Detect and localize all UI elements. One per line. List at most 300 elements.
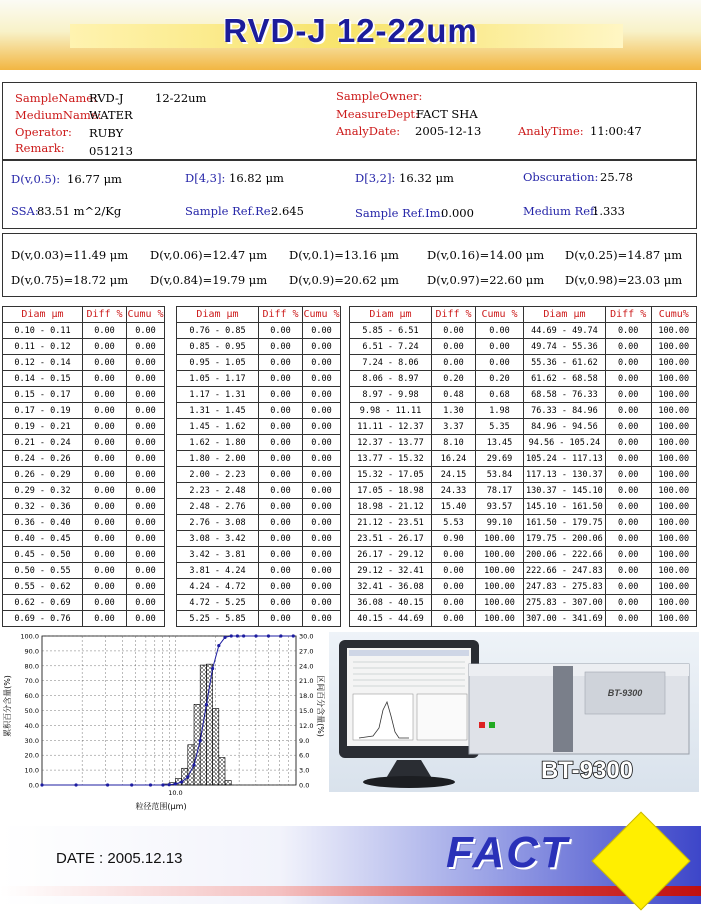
table-cell: 94.56 - 105.24 — [524, 435, 606, 451]
cumulative-point — [199, 739, 202, 742]
table-cell: 0.62 - 0.69 — [3, 595, 83, 611]
table-cell: 0.00 — [127, 579, 165, 595]
ref-im-label: Sample Ref.Im: — [355, 206, 445, 220]
table-cell: 0.00 — [83, 435, 127, 451]
table-cell: 0.00 — [303, 499, 341, 515]
table-cell: 1.05 - 1.17 — [177, 371, 259, 387]
table-cell: 1.31 - 1.45 — [177, 403, 259, 419]
table-row — [350, 355, 524, 371]
table-cell: 0.45 - 0.50 — [3, 547, 83, 563]
table-cell: 100.00 — [651, 547, 696, 563]
table-cell: 0.00 — [605, 435, 651, 451]
table-cell: 0.00 — [303, 483, 341, 499]
table-cell: 4.72 - 5.25 — [177, 595, 259, 611]
table-cell: 0.00 — [303, 435, 341, 451]
measure-dept-label: MeasureDept: — [336, 107, 419, 121]
table-row — [524, 435, 697, 451]
table-row — [177, 387, 341, 403]
table-cell: 222.66 - 247.83 — [524, 563, 606, 579]
table-cell: 0.00 — [83, 579, 127, 595]
table-row — [177, 419, 341, 435]
table-cell: 3.08 - 3.42 — [177, 531, 259, 547]
table-cell: 0.90 — [432, 531, 476, 547]
table-cell: 0.00 — [432, 547, 476, 563]
fact-logo: FACT — [446, 828, 569, 877]
table-row — [524, 371, 697, 387]
table-cell: 0.00 — [259, 563, 303, 579]
cumulative-point — [161, 783, 164, 786]
d43-value: 16.82 μm — [229, 171, 284, 185]
medium-ref-value: 1.333 — [592, 204, 625, 218]
y-left-tick-label: 20.0 — [24, 751, 39, 760]
table-cell: 0.00 — [259, 515, 303, 531]
table-row — [3, 435, 165, 451]
table-cell: 5.53 — [432, 515, 476, 531]
plot-frame — [42, 636, 296, 785]
table-cell: 0.21 - 0.24 — [3, 435, 83, 451]
table-cell: 100.00 — [651, 563, 696, 579]
table-cell: 0.68 — [476, 387, 524, 403]
table-cell: 100.00 — [476, 579, 524, 595]
table-cell: 5.25 - 5.85 — [177, 611, 259, 627]
table-cell: 0.29 - 0.32 — [3, 483, 83, 499]
table-cell: 0.76 - 0.85 — [177, 323, 259, 339]
cumulative-point — [192, 763, 195, 766]
table-cell: 0.00 — [303, 579, 341, 595]
y-right-tick-label: 21.0 — [299, 677, 314, 686]
table-cell: 0.00 — [83, 371, 127, 387]
table-cell: 53.84 — [476, 467, 524, 483]
table-row — [350, 531, 524, 547]
table-cell: 29.12 - 32.41 — [350, 563, 432, 579]
table-cell: 200.06 - 222.66 — [524, 547, 606, 563]
d32-value: 16.32 μm — [399, 171, 454, 185]
table-row — [177, 499, 341, 515]
table-header-cell: Cumu % — [127, 307, 165, 323]
table-cell: 1.45 - 1.62 — [177, 419, 259, 435]
table-cell: 3.37 — [432, 419, 476, 435]
table-row — [350, 547, 524, 563]
table-cell: 2.48 - 2.76 — [177, 499, 259, 515]
table-cell: 0.00 — [605, 595, 651, 611]
obscuration-label: Obscuration: — [523, 170, 599, 184]
y-left-tick-label: 40.0 — [24, 721, 39, 730]
table-cell: 5.85 - 6.51 — [350, 323, 432, 339]
table-cell: 0.00 — [127, 371, 165, 387]
table-cell: 100.00 — [476, 531, 524, 547]
table-cell: 68.58 - 76.33 — [524, 387, 606, 403]
table-cell: 0.00 — [432, 579, 476, 595]
table-cell: 0.00 — [127, 563, 165, 579]
table-cell: 0.69 - 0.76 — [3, 611, 83, 627]
table-cell: 0.00 — [259, 451, 303, 467]
table-cell: 0.00 — [127, 355, 165, 371]
table-cell: 17.05 - 18.98 — [350, 483, 432, 499]
table-row — [3, 419, 165, 435]
page-title: RVD-J 12-22um — [223, 12, 478, 49]
table-cell: 0.00 — [605, 419, 651, 435]
table-header-cell: Diam μm — [350, 307, 432, 323]
table-row — [3, 547, 165, 563]
cumulative-point — [40, 783, 43, 786]
sample-info-panel — [2, 82, 697, 160]
dvalue-item: D(v,0.75)=18.72 μm — [11, 273, 129, 287]
y-right-tick-label: 12.0 — [299, 721, 314, 730]
table-row — [350, 451, 524, 467]
table-row — [524, 387, 697, 403]
table-cell: 0.00 — [605, 355, 651, 371]
table-cell: 84.96 - 94.56 — [524, 419, 606, 435]
table-cell: 100.00 — [651, 387, 696, 403]
y-left-tick-label: 80.0 — [24, 662, 39, 671]
table-row — [177, 403, 341, 419]
footer-red-stripe — [0, 886, 701, 896]
table-row — [177, 563, 341, 579]
table-row — [524, 419, 697, 435]
table-cell: 100.00 — [476, 547, 524, 563]
statistics-panel — [2, 160, 697, 229]
y-left-tick-label: 30.0 — [24, 736, 39, 745]
table-row — [350, 515, 524, 531]
table-cell: 24.33 — [432, 483, 476, 499]
table-cell: 0.00 — [127, 547, 165, 563]
table-cell: 5.35 — [476, 419, 524, 435]
analy-date-label: AnalyDate: — [336, 124, 401, 138]
table-cell: 0.00 — [127, 419, 165, 435]
table-cell: 1.62 - 1.80 — [177, 435, 259, 451]
table-cell: 0.00 — [476, 355, 524, 371]
dvalue-item: D(v,0.03)=11.49 μm — [11, 248, 129, 262]
product-model-badge: BT-9300 — [540, 757, 634, 784]
table-row — [3, 515, 165, 531]
table-row — [524, 339, 697, 355]
dvalue-item: D(v,0.98)=23.03 μm — [565, 273, 683, 287]
cumulative-point — [211, 667, 214, 670]
table-cell: 0.00 — [259, 323, 303, 339]
table-cell: 15.32 - 17.05 — [350, 467, 432, 483]
d32-label: D[3,2]: — [355, 171, 396, 185]
table-cell: 0.00 — [83, 387, 127, 403]
table-cell: 0.00 — [127, 515, 165, 531]
table-cell: 0.00 — [303, 595, 341, 611]
table-cell: 0.00 — [83, 451, 127, 467]
chart-y-right-label: 区间百分含量(%) — [316, 675, 325, 737]
table-cell: 0.00 — [127, 467, 165, 483]
table-cell: 0.19 - 0.21 — [3, 419, 83, 435]
y-left-tick-label: 0.0 — [28, 781, 39, 790]
table-cell: 0.00 — [127, 435, 165, 451]
cumulative-point — [74, 783, 77, 786]
table-cell: 0.00 — [259, 339, 303, 355]
table-cell: 0.00 — [303, 387, 341, 403]
table-row — [177, 483, 341, 499]
table-cell: 0.00 — [303, 323, 341, 339]
table-cell: 0.00 — [605, 547, 651, 563]
table-header-cell: Diff % — [83, 307, 127, 323]
table-cell: 23.51 - 26.17 — [350, 531, 432, 547]
ref-re-value: 2.645 — [271, 204, 304, 218]
table-cell: 0.00 — [127, 499, 165, 515]
cumulative-point — [254, 634, 257, 637]
table-cell: 93.57 — [476, 499, 524, 515]
table-cell: 0.00 — [259, 611, 303, 627]
sample-name-value: RVD-J — [89, 91, 124, 105]
ssa-label: SSA: — [11, 204, 39, 218]
y-right-tick-label: 3.0 — [299, 766, 310, 775]
table-row — [524, 323, 697, 339]
table-cell: 0.00 — [259, 595, 303, 611]
table-cell: 6.51 - 7.24 — [350, 339, 432, 355]
table-row — [524, 563, 697, 579]
distribution-table-1 — [2, 306, 165, 627]
table-header-cell: Diam μm — [177, 307, 259, 323]
table-cell: 8.97 - 9.98 — [350, 387, 432, 403]
table-cell: 0.00 — [83, 595, 127, 611]
dvalue-item: D(v,0.1)=13.16 μm — [289, 248, 399, 262]
table-cell: 0.00 — [432, 563, 476, 579]
table-row — [177, 451, 341, 467]
dv05-value: 16.77 μm — [67, 172, 122, 186]
table-cell: 100.00 — [476, 563, 524, 579]
table-cell: 49.74 - 55.36 — [524, 339, 606, 355]
table-cell: 0.00 — [259, 387, 303, 403]
table-cell: 1.98 — [476, 403, 524, 419]
table-cell: 13.45 — [476, 435, 524, 451]
table-cell: 0.00 — [83, 339, 127, 355]
table-cell: 100.00 — [651, 499, 696, 515]
table-cell: 32.41 - 36.08 — [350, 579, 432, 595]
table-cell: 0.00 — [605, 323, 651, 339]
table-cell: 2.00 - 2.23 — [177, 467, 259, 483]
table-row — [3, 355, 165, 371]
analy-time-value: 11:00:47 — [590, 124, 642, 138]
table-row — [177, 435, 341, 451]
cumulative-point — [174, 782, 177, 785]
table-cell: 0.00 — [259, 467, 303, 483]
table-row — [3, 595, 165, 611]
table-cell: 0.00 — [303, 531, 341, 547]
table-cell: 13.77 - 15.32 — [350, 451, 432, 467]
dvalue-item: D(v,0.97)=22.60 μm — [427, 273, 545, 287]
table-cell: 0.00 — [127, 451, 165, 467]
table-cell: 0.50 - 0.55 — [3, 563, 83, 579]
table-cell: 0.00 — [605, 451, 651, 467]
sample-name-spec: 12-22um — [155, 91, 207, 105]
table-row — [524, 467, 697, 483]
table-cell: 0.00 — [432, 355, 476, 371]
table-row — [350, 403, 524, 419]
dvalue-item: D(v,0.9)=20.62 μm — [289, 273, 399, 287]
table-cell: 117.13 - 130.37 — [524, 467, 606, 483]
table-cell: 0.00 — [259, 483, 303, 499]
table-header-cell: Diff % — [259, 307, 303, 323]
table-cell: 0.24 - 0.26 — [3, 451, 83, 467]
table-cell: 2.76 - 3.08 — [177, 515, 259, 531]
table-cell: 0.12 - 0.14 — [3, 355, 83, 371]
y-left-tick-label: 100.0 — [20, 632, 39, 641]
remark-value: 051213 — [89, 144, 133, 158]
table-cell: 0.00 — [83, 547, 127, 563]
table-cell: 9.98 - 11.11 — [350, 403, 432, 419]
table-cell: 0.00 — [83, 355, 127, 371]
table-cell: 3.81 - 4.24 — [177, 563, 259, 579]
y-right-tick-label: 9.0 — [299, 736, 310, 745]
table-cell: 0.00 — [127, 611, 165, 627]
percentile-values-panel — [2, 233, 697, 297]
table-row — [177, 611, 341, 627]
header-banner — [0, 0, 701, 70]
table-cell: 100.00 — [651, 323, 696, 339]
table-row — [524, 515, 697, 531]
table-cell: 0.00 — [605, 467, 651, 483]
y-right-tick-label: 30.0 — [299, 632, 314, 641]
table-cell: 0.00 — [605, 611, 651, 627]
table-row — [177, 547, 341, 563]
table-cell: 24.15 — [432, 467, 476, 483]
chart-grid — [42, 636, 296, 785]
table-row — [350, 499, 524, 515]
table-row — [3, 371, 165, 387]
table-cell: 1.17 - 1.31 — [177, 387, 259, 403]
y-right-tick-label: 18.0 — [299, 692, 314, 701]
table-row — [350, 563, 524, 579]
table-header-cell: Cumu % — [303, 307, 341, 323]
table-row — [3, 563, 165, 579]
table-row — [524, 547, 697, 563]
table-header-cell: Diff % — [432, 307, 476, 323]
cumulative-point — [149, 783, 152, 786]
analyzer-illustration — [469, 664, 689, 754]
table-row — [524, 531, 697, 547]
analyzer-model-label: BT-9300 — [607, 688, 643, 698]
chart-x-label: 粒径范围(μm) — [135, 802, 187, 811]
table-cell: 0.00 — [259, 403, 303, 419]
table-cell: 0.00 — [127, 595, 165, 611]
table-cell: 0.15 - 0.17 — [3, 387, 83, 403]
y-left-tick-label: 70.0 — [24, 677, 39, 686]
ref-re-label: Sample Ref.Re: — [185, 204, 275, 218]
monitor-illustration — [339, 640, 479, 788]
table-cell: 100.00 — [651, 339, 696, 355]
table-cell: 0.00 — [127, 531, 165, 547]
table-cell: 0.00 — [127, 403, 165, 419]
table-row — [3, 403, 165, 419]
table-row — [3, 339, 165, 355]
table-row — [350, 339, 524, 355]
table-cell: 0.11 - 0.12 — [3, 339, 83, 355]
table-cell: 0.00 — [432, 339, 476, 355]
table-cell: 105.24 - 117.13 — [524, 451, 606, 467]
table-row — [177, 339, 341, 355]
table-cell: 76.33 - 84.96 — [524, 403, 606, 419]
table-row — [177, 579, 341, 595]
table-cell: 100.00 — [651, 371, 696, 387]
remark-label: Remark: — [15, 141, 65, 155]
dvalue-item: D(v,0.06)=12.47 μm — [150, 248, 268, 262]
table-row — [524, 403, 697, 419]
table-cell: 247.83 - 275.83 — [524, 579, 606, 595]
table-cell: 0.00 — [83, 467, 127, 483]
cumulative-point — [292, 634, 295, 637]
obscuration-value: 25.78 — [600, 170, 633, 184]
operator-value: RUBY — [89, 126, 124, 140]
table-cell: 0.00 — [605, 339, 651, 355]
table-cell: 0.00 — [303, 611, 341, 627]
table-cell: 100.00 — [651, 451, 696, 467]
table-cell: 0.00 — [605, 403, 651, 419]
table-cell: 0.00 — [605, 387, 651, 403]
cumulative-point — [205, 703, 208, 706]
footer-banner — [0, 826, 701, 904]
y-left-tick-label: 60.0 — [24, 692, 39, 701]
table-cell: 0.00 — [605, 499, 651, 515]
table-cell: 26.17 - 29.12 — [350, 547, 432, 563]
dv05-label: D(v,0.5): — [11, 172, 61, 186]
table-cell: 0.00 — [432, 323, 476, 339]
y-right-tick-label: 27.0 — [299, 647, 314, 656]
table-cell: 100.00 — [651, 355, 696, 371]
table-cell: 11.11 - 12.37 — [350, 419, 432, 435]
table-cell: 307.00 - 341.69 — [524, 611, 606, 627]
table-cell: 0.95 - 1.05 — [177, 355, 259, 371]
table-cell: 179.75 - 200.06 — [524, 531, 606, 547]
table-cell: 0.00 — [83, 483, 127, 499]
table-cell: 0.00 — [127, 483, 165, 499]
table-cell: 1.30 — [432, 403, 476, 419]
table-cell: 0.00 — [432, 595, 476, 611]
table-cell: 0.00 — [303, 467, 341, 483]
table-cell: 0.48 — [432, 387, 476, 403]
table-cell: 0.00 — [605, 579, 651, 595]
table-cell: 100.00 — [651, 403, 696, 419]
table-row — [177, 323, 341, 339]
table-header-cell: Cumu % — [476, 307, 524, 323]
table-cell: 0.00 — [259, 499, 303, 515]
cumulative-point — [130, 783, 133, 786]
table-cell: 100.00 — [476, 611, 524, 627]
table-cell: 0.00 — [303, 339, 341, 355]
medium-ref-label: Medium Ref: — [523, 204, 599, 218]
table-cell: 16.24 — [432, 451, 476, 467]
y-right-tick-label: 0.0 — [299, 781, 310, 790]
table-cell: 0.00 — [259, 547, 303, 563]
table-cell: 0.00 — [303, 563, 341, 579]
table-cell: 78.17 — [476, 483, 524, 499]
cumulative-point — [230, 634, 233, 637]
table-cell: 8.10 — [432, 435, 476, 451]
table-cell: 0.00 — [259, 419, 303, 435]
table-cell: 1.80 - 2.00 — [177, 451, 259, 467]
table-cell: 275.83 - 307.00 — [524, 595, 606, 611]
cumulative-point — [236, 634, 239, 637]
histogram-bar — [213, 709, 219, 785]
measure-dept-value: FACT SHA — [416, 107, 478, 121]
chart-y-left-label: 累积百分含量(%) — [3, 675, 12, 737]
table-row — [350, 323, 524, 339]
table-row — [177, 595, 341, 611]
table-cell: 0.17 - 0.19 — [3, 403, 83, 419]
table-cell: 0.00 — [259, 371, 303, 387]
operator-label: Operator: — [15, 125, 72, 139]
cumulative-point — [217, 644, 220, 647]
sample-name-label: SampleName: — [15, 91, 97, 105]
table-row — [350, 387, 524, 403]
table-cell: 0.20 — [476, 371, 524, 387]
table-cell: 100.00 — [651, 611, 696, 627]
y-right-tick-label: 15.0 — [299, 707, 314, 715]
medium-name-value: WATER — [89, 108, 133, 122]
table-cell: 0.00 — [605, 371, 651, 387]
